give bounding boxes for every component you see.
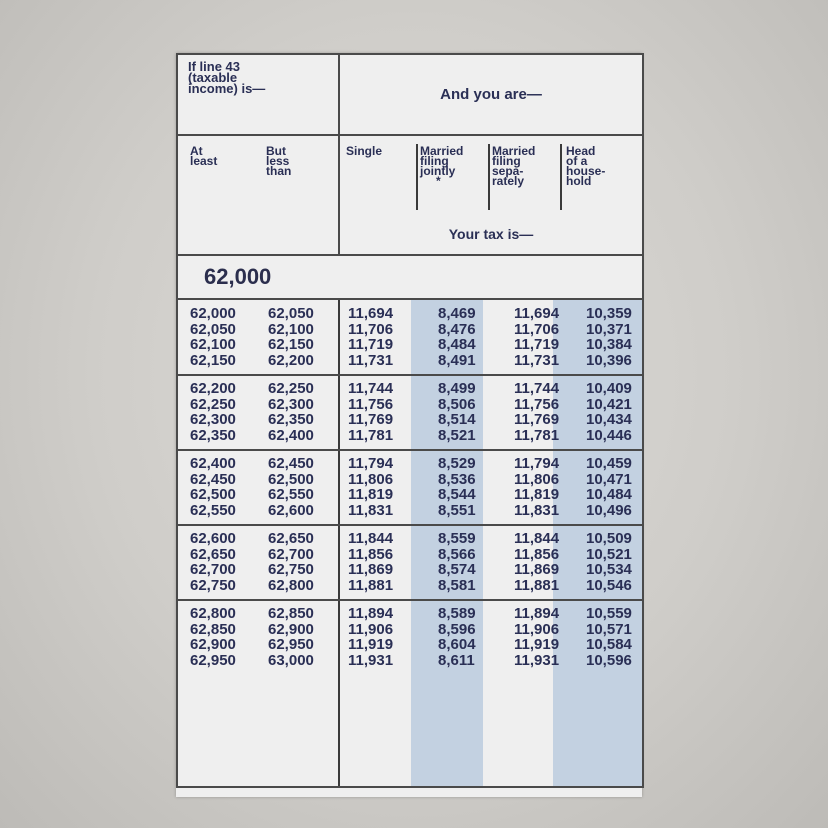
married-separately-tax-cell: 11,744 xyxy=(514,380,560,397)
married-jointly-tax-cell: 8,581 xyxy=(438,576,476,594)
married-jointly-tax-cell: 8,544 xyxy=(438,486,476,503)
less-than-cell: 62,200 xyxy=(268,351,314,369)
header-line: filing xyxy=(420,154,449,168)
less-than-cell: 62,750 xyxy=(268,561,314,578)
at-least-cell: 62,700 xyxy=(190,561,236,578)
less-than-cell: 62,050 xyxy=(268,305,314,322)
married-separately-tax-cell: 11,719 xyxy=(514,336,560,353)
married-separately-tax-cell: 11,769 xyxy=(514,411,560,428)
table-row xyxy=(178,653,656,669)
at-least-cell: 62,200 xyxy=(190,380,236,397)
single-tax-cell: 11,756 xyxy=(348,395,394,413)
tax-table-sheet xyxy=(176,53,642,797)
header-line: Married xyxy=(420,144,464,158)
table-row xyxy=(178,381,656,397)
married-separately-tax-cell: 11,781 xyxy=(514,426,560,444)
single-tax-cell: 11,831 xyxy=(348,501,394,519)
less-than-cell: 63,000 xyxy=(268,651,314,669)
less-than-cell: 62,700 xyxy=(268,545,314,563)
married-separately-tax-cell: 11,694 xyxy=(514,305,560,322)
married-jointly-tax-cell: 8,476 xyxy=(438,320,476,338)
married-separately-tax-cell: 11,894 xyxy=(514,605,560,622)
married-jointly-tax-cell: 8,611 xyxy=(438,651,475,669)
married-separately-tax-cell: 11,819 xyxy=(514,486,560,503)
married-jointly-tax-cell: 8,604 xyxy=(438,636,476,653)
married-separately-tax-cell: 11,856 xyxy=(514,545,560,563)
married-jointly-tax-cell: 8,491 xyxy=(438,351,476,369)
header-line: jointly xyxy=(420,164,456,178)
header-line: of a xyxy=(566,154,588,168)
table-row xyxy=(178,306,656,322)
column-divider xyxy=(488,144,490,210)
single-tax-cell: 11,731 xyxy=(348,351,394,369)
married-separately-tax-cell: 11,931 xyxy=(514,651,560,669)
married-jointly-tax-cell: 8,551 xyxy=(438,501,476,519)
at-least-cell: 62,350 xyxy=(190,426,236,444)
head-household-tax-cell: 10,371 xyxy=(586,320,632,338)
header-line: At xyxy=(190,144,203,158)
table-row xyxy=(178,622,656,638)
less-than-cell: 62,300 xyxy=(268,395,314,413)
single-tax-cell: 11,806 xyxy=(348,470,394,488)
married-jointly-tax-cell: 8,566 xyxy=(438,545,476,563)
married-separately-tax-cell: 11,869 xyxy=(514,561,560,578)
header-line: Head xyxy=(566,144,596,158)
married-jointly-tax-cell: 8,589 xyxy=(438,605,476,622)
less-than-cell: 62,450 xyxy=(268,455,314,472)
table-row xyxy=(178,322,656,338)
header-line: Single xyxy=(346,144,383,158)
table-row xyxy=(178,428,656,444)
at-least-cell: 62,050 xyxy=(190,320,236,338)
married-separately-tax-cell: 11,831 xyxy=(514,501,560,519)
married-jointly-tax-cell: 8,484 xyxy=(438,336,476,353)
at-least-cell: 62,150 xyxy=(190,351,236,369)
table-row xyxy=(178,547,656,563)
less-than-cell: 62,950 xyxy=(268,636,314,653)
married-separately-tax-cell: 11,706 xyxy=(514,320,560,338)
table-row xyxy=(178,637,656,653)
less-than-cell: 62,600 xyxy=(268,501,314,519)
bracket-column-headers xyxy=(177,135,339,255)
group-divider xyxy=(178,524,642,526)
single-tax-cell: 11,844 xyxy=(348,530,394,547)
head-household-tax-cell: 10,421 xyxy=(586,395,632,413)
header-line: filing xyxy=(492,154,521,168)
married-separately-tax-cell: 11,806 xyxy=(514,470,560,488)
married-separately-tax-cell: 11,756 xyxy=(514,395,560,413)
married-jointly-tax-cell: 8,574 xyxy=(438,561,476,578)
table-row xyxy=(178,397,656,413)
married-jointly-tax-cell: 8,536 xyxy=(438,470,476,488)
married-jointly-tax-cell: 8,514 xyxy=(438,411,476,428)
less-than-cell: 62,500 xyxy=(268,470,314,488)
at-least-cell: 62,750 xyxy=(190,576,236,594)
single-tax-cell: 11,919 xyxy=(348,636,394,653)
head-household-tax-cell: 10,459 xyxy=(586,455,632,472)
table-row xyxy=(178,487,656,503)
section-heading: 62,000 xyxy=(177,255,643,299)
at-least-cell: 62,550 xyxy=(190,501,236,519)
table-row xyxy=(178,472,656,488)
at-least-cell: 62,850 xyxy=(190,620,236,638)
single-tax-cell: 11,869 xyxy=(348,561,394,578)
married-separately-tax-cell: 11,844 xyxy=(514,530,560,547)
single-tax-cell: 11,706 xyxy=(348,320,394,338)
single-tax-cell: 11,719 xyxy=(348,336,394,353)
married-jointly-tax-cell: 8,529 xyxy=(438,455,476,472)
married-jointly-tax-cell: 8,521 xyxy=(438,426,476,444)
less-than-cell: 62,400 xyxy=(268,426,314,444)
less-than-cell: 62,800 xyxy=(268,576,314,594)
head-household-tax-cell: 10,596 xyxy=(586,651,632,669)
header-line: house- xyxy=(566,164,606,178)
filing-status-headers xyxy=(339,135,643,255)
at-least-cell: 62,950 xyxy=(190,651,236,669)
column-divider xyxy=(560,144,562,210)
single-tax-cell: 11,769 xyxy=(348,411,394,428)
married-separately-tax-cell: 11,794 xyxy=(514,455,560,472)
head-household-tax-cell: 10,584 xyxy=(586,636,632,653)
income-label-line: (taxable xyxy=(188,70,238,85)
at-least-cell: 62,500 xyxy=(190,486,236,503)
head-household-tax-cell: 10,571 xyxy=(586,620,632,638)
at-least-cell: 62,100 xyxy=(190,336,236,353)
at-least-cell: 62,800 xyxy=(190,605,236,622)
head-household-tax-cell: 10,534 xyxy=(586,561,632,578)
header-line: less xyxy=(266,154,290,168)
single-tax-cell: 11,856 xyxy=(348,545,394,563)
less-than-cell: 62,850 xyxy=(268,605,314,622)
at-least-cell: 62,600 xyxy=(190,530,236,547)
head-household-tax-cell: 10,484 xyxy=(586,486,632,503)
table-row xyxy=(178,503,656,519)
head-of-household-header xyxy=(566,146,605,186)
head-household-tax-cell: 10,471 xyxy=(586,470,632,488)
married-separately-tax-cell: 11,881 xyxy=(514,576,560,594)
at-least-cell: 62,450 xyxy=(190,470,236,488)
table-row xyxy=(178,456,656,472)
single-tax-cell: 11,781 xyxy=(348,426,394,444)
head-household-tax-cell: 10,559 xyxy=(586,605,632,622)
income-label xyxy=(177,54,339,135)
group-divider xyxy=(178,599,642,601)
head-household-tax-cell: 10,396 xyxy=(586,351,632,369)
head-household-tax-cell: 10,409 xyxy=(586,380,632,397)
less-than-cell: 62,650 xyxy=(268,530,314,547)
at-least-cell: 62,000 xyxy=(190,305,236,322)
at-least-header xyxy=(190,146,217,166)
at-least-cell: 62,650 xyxy=(190,545,236,563)
married-jointly-header xyxy=(420,146,463,186)
table-row xyxy=(178,562,656,578)
less-than-cell: 62,350 xyxy=(268,411,314,428)
rows-area xyxy=(178,300,642,786)
single-tax-cell: 11,931 xyxy=(348,651,394,669)
married-jointly-tax-cell: 8,559 xyxy=(438,530,476,547)
married-jointly-tax-cell: 8,596 xyxy=(438,620,476,638)
header-line: * xyxy=(436,174,441,188)
income-label-line: If line 43 xyxy=(188,59,241,74)
group-divider xyxy=(178,449,642,451)
at-least-cell: 62,900 xyxy=(190,636,236,653)
table-row xyxy=(178,531,656,547)
header-line: Married xyxy=(492,144,536,158)
married-separately-tax-cell: 11,906 xyxy=(514,620,560,638)
less-than-cell: 62,100 xyxy=(268,320,314,338)
married-separately-tax-cell: 11,919 xyxy=(514,636,560,653)
head-household-tax-cell: 10,446 xyxy=(586,426,632,444)
single-tax-cell: 11,694 xyxy=(348,305,394,322)
married-separately-tax-cell: 11,731 xyxy=(514,351,560,369)
at-least-cell: 62,400 xyxy=(190,455,236,472)
less-than-cell: 62,550 xyxy=(268,486,314,503)
less-than-cell: 62,250 xyxy=(268,380,314,397)
head-household-tax-cell: 10,496 xyxy=(586,501,632,519)
your-tax-is-label: Your tax is— xyxy=(448,226,534,242)
table-row xyxy=(178,353,656,369)
at-least-cell: 62,300 xyxy=(190,411,236,428)
at-least-cell: 62,250 xyxy=(190,395,236,413)
single-tax-cell: 11,819 xyxy=(348,486,394,503)
table-row xyxy=(178,337,656,353)
head-household-tax-cell: 10,384 xyxy=(586,336,632,353)
table-row xyxy=(178,412,656,428)
header-line: hold xyxy=(566,174,592,188)
head-household-tax-cell: 10,359 xyxy=(586,305,632,322)
group-divider xyxy=(178,374,642,376)
single-tax-cell: 11,906 xyxy=(348,620,394,638)
and-you-are-label: And you are— xyxy=(339,54,643,135)
income-label-line: income) is— xyxy=(188,81,266,96)
less-than-cell: 62,900 xyxy=(268,620,314,638)
table-row xyxy=(178,578,656,594)
married-jointly-tax-cell: 8,469 xyxy=(438,305,476,322)
single-tax-cell: 11,881 xyxy=(348,576,394,594)
table-body xyxy=(177,299,643,787)
header-line: than xyxy=(266,164,292,178)
less-than-cell: 62,150 xyxy=(268,336,314,353)
single-tax-cell: 11,894 xyxy=(348,605,394,622)
header-line: rately xyxy=(492,174,525,188)
table-row xyxy=(178,606,656,622)
head-household-tax-cell: 10,509 xyxy=(586,530,632,547)
married-jointly-tax-cell: 8,499 xyxy=(438,380,476,397)
single-tax-cell: 11,794 xyxy=(348,455,394,472)
column-divider xyxy=(416,144,418,210)
header-line: sepa- xyxy=(492,164,524,178)
header-line: least xyxy=(190,154,218,168)
tax-table xyxy=(176,53,644,788)
married-separately-header xyxy=(492,146,535,186)
single-tax-cell: 11,744 xyxy=(348,380,394,397)
but-less-than-header xyxy=(266,146,291,176)
header-line: But xyxy=(266,144,286,158)
married-jointly-tax-cell: 8,506 xyxy=(438,395,476,413)
head-household-tax-cell: 10,434 xyxy=(586,411,632,428)
head-household-tax-cell: 10,521 xyxy=(586,545,632,563)
single-header xyxy=(346,146,382,156)
head-household-tax-cell: 10,546 xyxy=(586,576,632,594)
